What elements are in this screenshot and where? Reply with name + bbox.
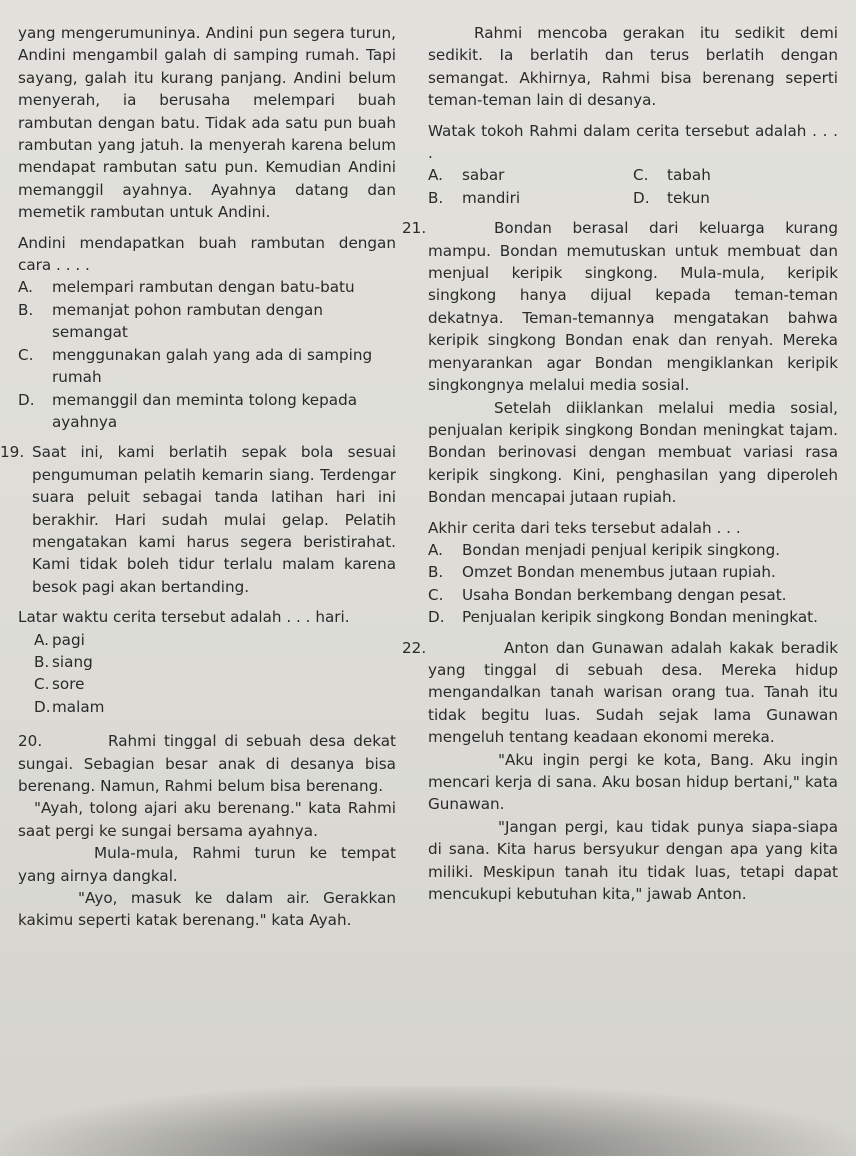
q19-number: 19. <box>0 443 25 462</box>
q21-option-b[interactable]: B. Omzet Bondan menembus jutaan rupiah. <box>428 563 776 582</box>
q20-options <box>428 164 838 209</box>
left-column <box>0 22 396 932</box>
question-21 <box>402 217 838 396</box>
q20-paragraph-5: Rahmi mencoba gerakan itu sedikit demi sedikit. Ia berlatih dan terus berlatih dengan semangat. Akhirnya, Rahmi bisa berenang seperti teman-teman lain di desanya. <box>428 24 838 110</box>
q19-option-d[interactable]: D. malam <box>34 697 105 716</box>
q22-paragraph-3: "Jangan pergi, kau tidak punya siapa-siapa di sana. Kita harus bersyukur dengan apa yang kita miliki. Meskipun tanah itu tidak luas, tetapi dapat mencukupi kebutuhan kita," jawab Anton. <box>428 817 838 904</box>
q21-paragraph-2: Setelah diiklankan melalui media sosial, penjualan keripik singkong Bondan meningkat tajam. Bondan berinovasi dengan membuat variasi rasa keripik singkong. Kini, penghasilan yang diperoleh Bondan mencapai jutaan rupiah. <box>428 398 838 507</box>
q22-number: 22. <box>402 638 427 657</box>
q21-option-d[interactable]: D. Penjualan keripik singkong Bondan meningkat. <box>428 608 818 627</box>
q20-option-c[interactable]: C. tabah <box>633 166 711 185</box>
photo-shadow <box>0 1086 856 1156</box>
story-continuation: yang mengerumuninya. Andini pun segera turun, Andini mengambil galah di samping rumah. Tapi sayang, galah itu kurang panjang. Andini belum menyerah, ia berusaha melempari buah rambutan dengan batu. Tidak ada satu pun buah rambutan yang jatuh. Ia menyerah karena belum mendapat rambutan satu pun. Kemudian Andini memanggil ayahnya. Ayahnya datang dan memetik rambutan untuk Andini. <box>18 24 396 222</box>
q19-text: Saat ini, kami berlatih sepak bola sesuai pengumuman pelatih kemarin siang. Terdengar suara peluit sebagai tanda latihan hari ini berakhir. Hari sudah mulai gelap. Pelatih mengatakan kami harus segera beristirahat. Kami tidak boleh tidur terlalu malam karena besok pagi akan bertanding. <box>32 443 396 596</box>
q18-option-d[interactable]: D. memanggil dan meminta tolong kepada ayahnya <box>18 390 358 431</box>
q21-prompt: Akhir cerita dari teks tersebut adalah . . . <box>428 518 741 537</box>
q20-paragraph-1: Rahmi tinggal di sebuah desa dekat sungai. Sebagian besar anak di desanya bisa berenang. Namun, Rahmi belum bisa berenang. <box>18 732 396 795</box>
q18-option-a[interactable]: A. melempari rambutan dengan batu-batu <box>18 278 355 297</box>
q20-paragraph-2: "Ayah, tolong ajari aku berenang." kata Rahmi saat pergi ke sungai bersama ayahnya. <box>18 799 396 840</box>
question-19 <box>0 441 396 598</box>
q20-option-a[interactable]: A. sabar <box>428 166 505 185</box>
q20-option-d[interactable]: D. tekun <box>633 188 710 207</box>
q22-paragraph-1: Anton dan Gunawan adalah kakak beradik yang tinggal di sebuah desa. Mereka hidup mengandalkan tanah warisan orang tua. Tanah itu tidak begitu luas. Sudah sejak lama Gunawan mengeluh tentang keadaan ekonomi mereka. <box>428 638 838 747</box>
q20-number: 20. <box>18 732 43 751</box>
q19-option-a[interactable]: A. pagi <box>34 630 85 649</box>
q21-option-c[interactable]: C. Usaha Bondan berkembang dengan pesat. <box>428 585 787 604</box>
question-20 <box>18 730 396 797</box>
q21-option-a[interactable]: A. Bondan menjadi penjual keripik singkong. <box>428 540 781 559</box>
q18-option-c[interactable]: C. menggunakan galah yang ada di samping rumah <box>18 345 373 387</box>
q20-paragraph-4: "Ayo, masuk ke dalam air. Gerakkan kakimu seperti katak berenang." kata Ayah. <box>18 889 396 930</box>
q18-option-b[interactable]: B. memanjat pohon rambutan dengan semangat <box>18 300 323 342</box>
q19-option-c[interactable]: C. sore <box>34 675 85 694</box>
right-column <box>402 22 838 905</box>
q22-paragraph-2: "Aku ingin pergi ke kota, Bang. Aku ingin mencari kerja di sana. Aku bosan hidup bertani," kata Gunawan. <box>428 750 838 814</box>
q19-prompt: Latar waktu cerita tersebut adalah . . . hari. <box>18 608 350 627</box>
question-22 <box>402 637 838 749</box>
q20-option-b[interactable]: B. mandiri <box>428 188 521 207</box>
q18-prompt: Andini mendapatkan buah rambutan dengan cara . . . . <box>18 233 396 275</box>
q19-option-b[interactable]: B. siang <box>34 652 93 671</box>
q21-number: 21. <box>402 219 427 238</box>
q21-paragraph-1: Bondan berasal dari keluarga kurang mampu. Bondan memutuskan untuk membuat dan menjual keripik singkong. Mula-mula, keripik singkong hanya dijual kepada teman-teman dekatnya. Teman-temannya mengatakan bahwa keripik singkong Bondan enak dan renyah. Mereka menyarankan agar Bondan mengiklankan keripik singkongnya melalui media sosial. <box>428 219 838 395</box>
q20-prompt: Watak tokoh Rahmi dalam cerita tersebut adalah . . . . <box>428 121 838 163</box>
q20-paragraph-3: Mula-mula, Rahmi turun ke tempat yang airnya dangkal. <box>18 844 396 885</box>
